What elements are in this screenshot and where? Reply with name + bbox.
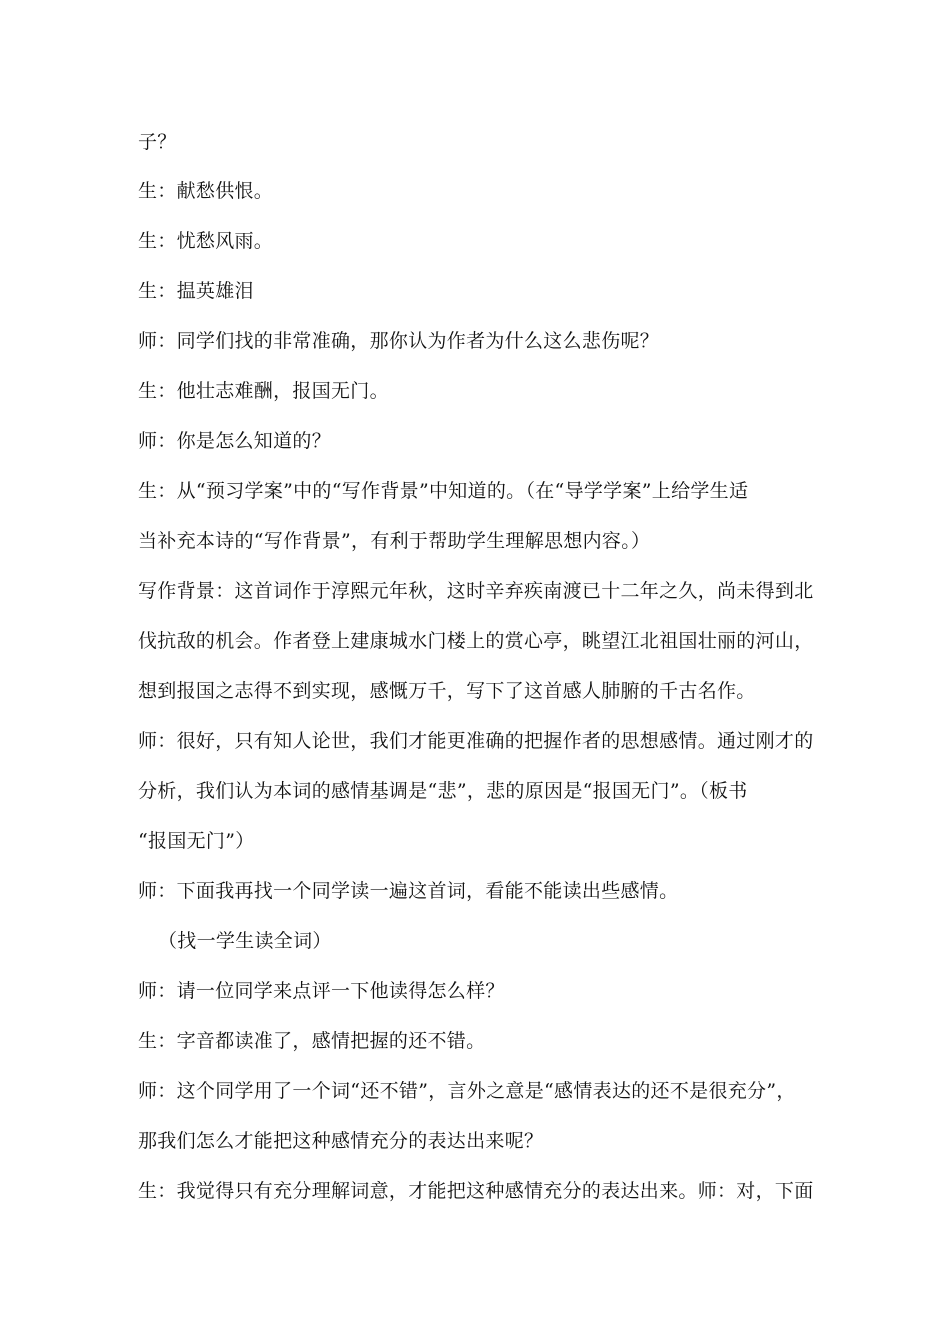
text-line: 分析，我们认为本词的感情基调是“悲”，悲的原因是“报国无门”。（板书 bbox=[138, 780, 748, 802]
text-line: 生：字音都读准了，感情把握的还不错。 bbox=[138, 1030, 486, 1052]
text-line: 师：你是怎么知道的？ bbox=[138, 430, 332, 452]
text-line: 生：忧愁风雨。 bbox=[138, 230, 274, 252]
text-line: 子？ bbox=[138, 131, 177, 153]
text-line: 生：从“预习学案”中的“写作背景”中知道的。（在“导学学案”上给学生适 bbox=[138, 480, 749, 502]
text-line: 那我们怎么才能把这种感情充分的表达出来呢？ bbox=[138, 1130, 544, 1152]
text-line: 师：请一位同学来点评一下他读得怎么样？ bbox=[138, 980, 505, 1002]
text-line: 伐抗敌的机会。作者登上建康城水门楼上的赏心亭，眺望江北祖国壮丽的河山， bbox=[138, 630, 814, 652]
text-line: 当补充本诗的“写作背景”，有利于帮助学生理解思想内容。） bbox=[138, 530, 651, 552]
text-line: 师：这个同学用了一个词“还不错”，言外之意是“感情表达的还不是很充分”， bbox=[138, 1080, 796, 1102]
text-line: 师：下面我再找一个同学读一遍这首词，看能不能读出些感情。 bbox=[138, 880, 679, 902]
text-line: 师：同学们找的非常准确，那你认为作者为什么这么悲伤呢？ bbox=[138, 330, 660, 352]
text-line: 师：很好，只有知人论世，我们才能更准确的把握作者的思想感情。通过刚才的 bbox=[138, 730, 814, 752]
text-line: 想到报国之志得不到实现，感慨万千，写下了这首感人肺腑的千古名作。 bbox=[138, 680, 756, 702]
text-line: “报国无门”） bbox=[138, 830, 255, 852]
text-line: （找一学生读全词） bbox=[158, 930, 332, 952]
text-line: 写作背景：这首词作于淳熙元年秋，这时辛弃疾南渡已十二年之久，尚未得到北 bbox=[138, 580, 814, 602]
text-line: 生：献愁供恨。 bbox=[138, 180, 274, 202]
text-line: 生：我觉得只有充分理解词意，才能把这种感情充分的表达出来。师：对，下面 bbox=[138, 1180, 814, 1202]
text-line: 生：揾英雄泪 bbox=[138, 280, 254, 302]
text-line: 生：他壮志难酬，报国无门。 bbox=[138, 380, 389, 402]
